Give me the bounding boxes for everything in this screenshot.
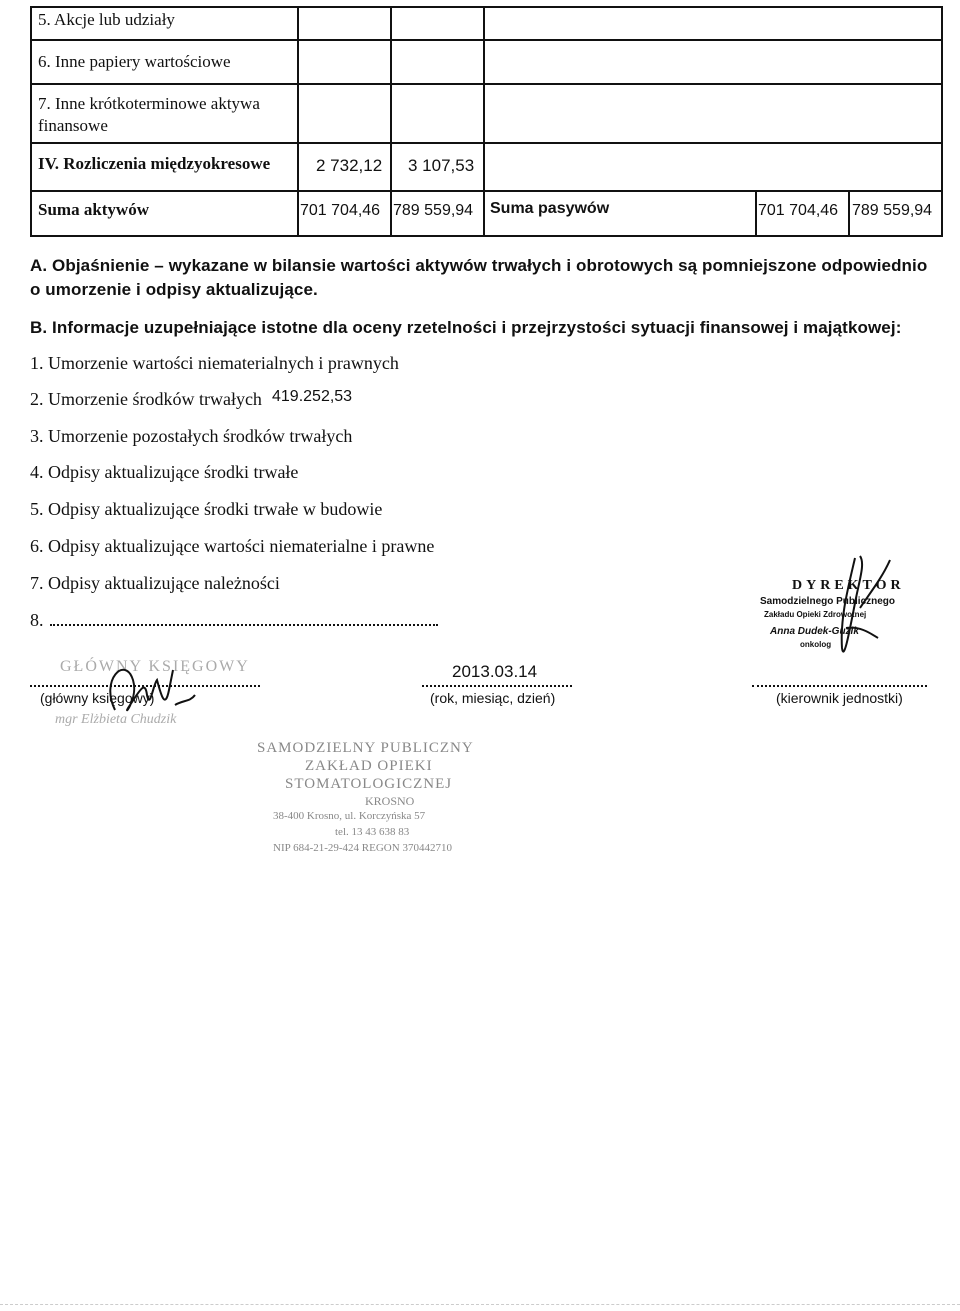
table-col-divider <box>297 6 299 237</box>
institution-stamp-line: NIP 684-21-29-424 REGON 370442710 <box>273 842 452 854</box>
institution-stamp-line: 38-400 Krosno, ul. Korczyńska 57 <box>273 810 426 822</box>
director-caption: (kierownik jednostki) <box>776 690 903 706</box>
director-stamp-line: Samodzielnego Publicznego <box>760 596 896 607</box>
table-cell-value: 2 732,12 <box>316 156 383 175</box>
director-stamp-line: onkolog <box>800 640 832 649</box>
table-row-divider <box>30 39 943 41</box>
list-item: 5. Odpisy aktualizujące środki trwałe w budowie <box>30 499 383 519</box>
chief-accountant-caption: (główny księgowy) <box>40 690 155 706</box>
director-stamp-line: Anna Dudek-Guzik <box>770 626 859 637</box>
list-item-value: 419.252,53 <box>272 388 353 405</box>
institution-stamp-line: ZAKŁAD OPIEKI <box>305 758 433 774</box>
table-cell-value: 701 704,46 <box>758 202 839 219</box>
scan-artifact-line <box>0 1304 960 1306</box>
section-a-line2: o umorzenie i odpisy aktualizujące. <box>30 280 318 299</box>
table-cell-value: 3 107,53 <box>408 156 475 175</box>
table-row-label: finansowe <box>38 116 108 135</box>
list-item: 8. <box>30 610 44 630</box>
table-col-divider <box>390 6 392 237</box>
table-top-border <box>30 6 943 8</box>
list-item: 6. Odpisy aktualizujące wartości niematerialne i prawne <box>30 536 435 556</box>
institution-stamp-line: tel. 13 43 638 83 <box>335 826 410 838</box>
table-col-divider <box>755 190 757 237</box>
table-cell-value: 789 559,94 <box>393 202 474 219</box>
section-b-heading: B. Informacje uzupełniające istotne dla oceny rzetelności i przejrzystości sytuacji finansowej i majątkowej: <box>30 318 902 337</box>
signature-line <box>752 685 927 687</box>
director-stamp-line: DYREKTOR <box>792 578 905 593</box>
signature-date: 2013.03.14 <box>452 662 538 681</box>
date-caption: (rok, miesiąc, dzień) <box>430 690 556 706</box>
table-row-label: Suma aktywów <box>38 200 149 219</box>
director-signature <box>820 548 900 668</box>
table-cell-value: 701 704,46 <box>300 202 381 219</box>
institution-stamp-line: SAMODZIELNY PUBLICZNY <box>257 740 474 756</box>
list-item: 4. Odpisy aktualizujące środki trwałe <box>30 462 299 482</box>
list-item: 2. Umorzenie środków trwałych <box>30 389 262 409</box>
table-row-label: 7. Inne krótkoterminowe aktywa <box>38 94 260 113</box>
table-cell-value: 789 559,94 <box>852 202 933 219</box>
table-row-label: Suma pasywów <box>490 200 610 217</box>
institution-stamp-line: KROSNO <box>365 794 415 808</box>
dotted-line <box>50 624 438 626</box>
table-row-divider <box>30 142 943 144</box>
institution-stamp <box>255 740 555 870</box>
table-col-divider <box>483 6 485 237</box>
table-col-divider <box>848 190 850 237</box>
chief-accountant-signature <box>95 650 205 730</box>
signature-line <box>422 685 572 687</box>
table-row-label: 6. Inne papiery wartościowe <box>38 52 231 71</box>
chief-accountant-name-stamp: mgr Elżbieta Chudzik <box>55 712 177 727</box>
chief-accountant-stamp: GŁÓWNY KSIĘGOWY <box>60 658 250 675</box>
table-bottom-border <box>30 235 943 237</box>
table-row-divider <box>30 83 943 85</box>
section-a-line1: A. Objaśnienie – wykazane w bilansie wartości aktywów trwałych i obrotowych są pomniejszone odpowiednio <box>30 256 928 275</box>
list-item: 7. Odpisy aktualizujące należności <box>30 573 280 593</box>
list-item: 1. Umorzenie wartości niematerialnych i prawnych <box>30 353 399 373</box>
list-item: 3. Umorzenie pozostałych środków trwałych <box>30 426 353 446</box>
table-row-label: IV. Rozliczenia międzyokresowe <box>38 154 271 173</box>
director-stamp-line: Zakładu Opieki Zdrowotnej <box>764 610 867 619</box>
table-row-divider <box>30 190 943 192</box>
table-row-label: 5. Akcje lub udziały <box>38 10 175 29</box>
institution-stamp-line: STOMATOLOGICZNEJ <box>285 776 453 792</box>
